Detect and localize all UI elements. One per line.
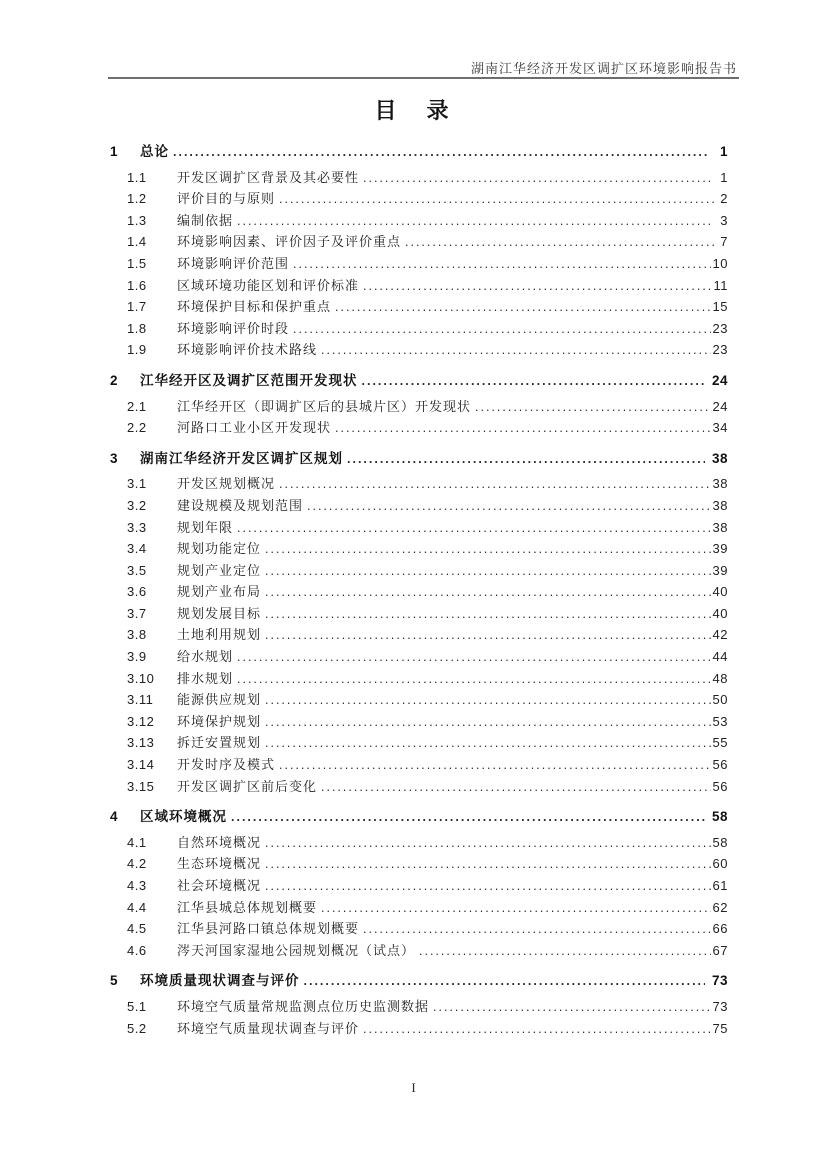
- toc-entry-title: 环境空气质量现状调查与评价: [177, 1020, 360, 1036]
- toc-entry-number: 5.2: [127, 1020, 147, 1036]
- toc-entry-number: 3.9: [127, 649, 147, 665]
- toc-entry-page: 53: [712, 713, 728, 729]
- toc-entry-page: 75: [712, 1020, 728, 1036]
- toc-dot-leader: [363, 1021, 711, 1038]
- toc-entry-number: 1.6: [127, 277, 147, 293]
- toc-entry-page: 73: [712, 998, 728, 1014]
- toc-dot-leader: [265, 878, 711, 895]
- toc-dot-leader: [363, 921, 711, 938]
- toc-entry-page: 66: [712, 921, 728, 937]
- toc-entry-page: 40: [712, 584, 728, 600]
- toc-entry-page: 67: [712, 942, 728, 958]
- toc-entry-number: 1: [110, 144, 119, 159]
- toc-entry-number: 4.6: [127, 942, 147, 958]
- toc-entry-number: 3.2: [127, 497, 147, 513]
- toc-section-entry: [110, 668, 728, 690]
- toc-dot-leader: [405, 234, 714, 251]
- toc-entry-title: 江华县河路口镇总体规划概要: [177, 921, 360, 937]
- toc-entry-title: 排水规划: [177, 670, 234, 686]
- toc-section-entry: [110, 417, 728, 439]
- toc-entry-page: 7: [720, 234, 728, 250]
- toc-dot-leader: [265, 563, 711, 580]
- toc-entry-page: 48: [712, 670, 728, 686]
- toc-entry-title: 环境质量现状调查与评价: [140, 973, 300, 989]
- toc-entry-number: 1.5: [127, 255, 147, 271]
- toc-section-entry: [110, 318, 728, 340]
- toc-entry-number: 1.4: [127, 234, 147, 250]
- toc-entry-title: 规划年限: [177, 519, 234, 535]
- toc-entry-page: 39: [712, 562, 728, 578]
- toc-section-entry: [110, 1018, 728, 1040]
- toc-entry-title: 社会环境概况: [177, 878, 262, 893]
- toc-section-entry: [110, 732, 728, 754]
- toc-section-entry: [110, 754, 728, 776]
- toc-entry-page: 24: [711, 372, 728, 388]
- toc-entry-number: 3.10: [127, 670, 155, 686]
- toc-section-entry: [110, 188, 728, 210]
- toc-dot-leader: [231, 809, 705, 826]
- toc-entry-page: 42: [712, 627, 728, 643]
- toc-section-entry: [110, 560, 728, 582]
- toc-dot-leader: [265, 627, 711, 644]
- toc-dot-leader: [335, 420, 711, 437]
- toc-entry-number: 2.1: [127, 398, 147, 414]
- toc-entry-page: 1: [720, 169, 728, 185]
- toc-entry-number: 3.4: [127, 541, 147, 557]
- toc-chapter-entry: [110, 369, 728, 391]
- toc-entry-number: 1.7: [127, 299, 147, 315]
- toc-entry-page: 62: [712, 899, 728, 915]
- toc-entry-number: 3.6: [127, 584, 147, 600]
- toc-entry-number: 4.1: [127, 834, 147, 850]
- toc-entry-title: 编制依据: [177, 212, 234, 228]
- toc-entry-title: 开发区调扩区前后变化: [177, 778, 318, 794]
- toc-entry-page: 58: [711, 809, 728, 825]
- toc-entry-title: 环境影响评价范围: [177, 255, 290, 271]
- toc-entry-page: 10: [712, 255, 728, 271]
- toc-section-entry: [110, 339, 728, 361]
- toc-entry-title: 开发区调扩区背景及其必要性: [177, 169, 360, 185]
- toc-entry-page: 2: [720, 191, 728, 207]
- toc-entry-number: 3.15: [127, 778, 155, 794]
- toc-section-entry: [110, 897, 728, 919]
- toc-entry-number: 4.5: [127, 921, 147, 937]
- toc-dot-leader: [293, 256, 711, 273]
- toc-entry-title: 土地利用规划: [177, 627, 262, 643]
- toc-entry-title: 开发区规划概况: [177, 476, 276, 492]
- toc-entry-number: 5: [110, 973, 119, 989]
- toc-entry-number: 3: [110, 450, 119, 466]
- toc-dot-leader: [265, 541, 711, 558]
- toc-entry-number: 2: [110, 372, 119, 388]
- toc-section-entry: [110, 875, 728, 897]
- toc-dot-leader: [173, 144, 709, 161]
- toc-entry-page: 38: [712, 519, 728, 535]
- toc-entry-page: 60: [712, 856, 728, 872]
- toc-dot-leader: [419, 943, 711, 960]
- toc-entry-number: 3.14: [127, 757, 155, 773]
- toc-section-entry: [110, 624, 728, 646]
- toc-entry-number: 3.7: [127, 605, 147, 621]
- toc-section-entry: [110, 581, 728, 603]
- page-title: 目 录: [374, 98, 453, 123]
- toc-dot-leader: [265, 692, 711, 709]
- toc-entry-page: 38: [712, 476, 728, 492]
- toc-entry-title: 规划产业定位: [177, 562, 262, 578]
- toc-entry-page: 73: [711, 973, 728, 989]
- toc-dot-leader: [363, 170, 714, 187]
- toc-entry-title: 规划产业布局: [177, 584, 262, 600]
- toc-section-entry: [110, 253, 728, 275]
- toc-dot-leader: [304, 973, 705, 990]
- footer-page-number: I: [411, 1080, 416, 1095]
- toc-section-entry: [110, 996, 728, 1018]
- toc-dot-leader: [279, 191, 714, 208]
- toc-entry-page: 1: [719, 144, 728, 159]
- toc-section-entry: [110, 776, 728, 798]
- toc-section-entry: [110, 940, 728, 962]
- toc-entry-title: 环境影响因素、评价因子及评价重点: [177, 234, 402, 250]
- toc-dot-leader: [237, 520, 711, 537]
- toc-entry-title: 环境保护目标和保护重点: [177, 299, 332, 315]
- toc-entry-number: 1.2: [127, 191, 147, 207]
- toc-entry-title: 湖南江华经济开发区调扩区规划: [140, 450, 343, 466]
- toc-dot-leader: [237, 649, 711, 666]
- toc-section-entry: [110, 231, 728, 253]
- toc-section-entry: [110, 473, 728, 495]
- toc-dot-leader: [265, 714, 711, 731]
- toc-entry-number: 5.1: [127, 998, 147, 1014]
- toc-dot-leader: [265, 835, 711, 852]
- toc-entry-page: 50: [712, 692, 728, 708]
- toc-entry-page: 58: [712, 834, 728, 850]
- toc-entry-page: 15: [712, 299, 728, 315]
- toc-section-entry: [110, 853, 728, 875]
- toc-entry-number: 1.8: [127, 320, 147, 336]
- toc-entry-page: 56: [712, 778, 728, 794]
- toc-dot-leader: [279, 757, 711, 774]
- toc-entry-number: 1.1: [127, 169, 147, 185]
- toc-section-entry: [110, 396, 728, 418]
- toc-entry-title: 江华经开区（即调扩区后的县城片区）开发现状: [177, 398, 472, 414]
- toc-entry-number: 3.5: [127, 562, 147, 578]
- toc-section-entry: [110, 275, 728, 297]
- toc-entry-title: 生态环境概况: [177, 856, 262, 872]
- toc-entry-page: 23: [712, 342, 728, 358]
- toc-dot-leader: [237, 213, 714, 230]
- toc-entry-title: 环境空气质量常规监测点位历史监测数据: [177, 998, 430, 1014]
- toc-entry-title: 规划发展目标: [177, 605, 262, 621]
- toc-entry-number: 4.3: [127, 878, 147, 893]
- toc-entry-page: 24: [712, 398, 728, 414]
- toc-dot-leader: [265, 735, 711, 752]
- toc-entry-title: 总论: [140, 144, 169, 159]
- toc-entry-number: 3.3: [127, 519, 147, 535]
- header-rule: [108, 77, 739, 79]
- toc-entry-number: 3.13: [127, 735, 155, 751]
- toc-dot-leader: [321, 779, 711, 796]
- toc-dot-leader: [335, 299, 711, 316]
- toc-entry-title: 开发时序及模式: [177, 757, 276, 773]
- toc-entry-page: 61: [712, 878, 728, 893]
- toc-dot-leader: [279, 476, 711, 493]
- toc-dot-leader: [433, 999, 711, 1016]
- running-header: 湖南江华经济开发区调扩区环境影响报告书: [470, 61, 737, 76]
- toc-entry-number: 2.2: [127, 420, 147, 436]
- toc-chapter-entry: [110, 447, 728, 469]
- toc-entry-title: 规划功能定位: [177, 541, 262, 557]
- toc-chapter-entry: [110, 969, 728, 991]
- toc-entry-title: 给水规划: [177, 649, 234, 665]
- toc-section-entry: [110, 918, 728, 940]
- toc-section-entry: [110, 296, 728, 318]
- toc-dot-leader: [321, 342, 711, 359]
- toc-section-entry: [110, 646, 728, 668]
- toc-dot-leader: [265, 606, 711, 623]
- toc-section-entry: [110, 167, 728, 189]
- toc-entry-number: 4.4: [127, 899, 147, 915]
- toc-entry-title: 区域环境功能区划和评价标准: [177, 277, 360, 293]
- toc-dot-leader: [265, 856, 711, 873]
- toc-dot-leader: [321, 900, 711, 917]
- toc-section-entry: [110, 689, 728, 711]
- toc-dot-leader: [475, 399, 711, 416]
- toc-entry-page: 38: [712, 497, 728, 513]
- toc-entry-page: 55: [712, 735, 728, 751]
- toc-section-entry: [110, 210, 728, 232]
- toc-entry-title: 涔天河国家湿地公园规划概况（试点）: [177, 942, 416, 958]
- toc-dot-leader: [362, 373, 705, 390]
- toc-entry-number: 3.8: [127, 627, 147, 643]
- toc-entry-title: 区域环境概况: [140, 809, 227, 825]
- toc-dot-leader: [237, 671, 711, 688]
- toc-dot-leader: [347, 451, 705, 468]
- toc-section-entry: [110, 603, 728, 625]
- toc-entry-number: 4.2: [127, 856, 147, 872]
- toc-entry-page: 40: [712, 605, 728, 621]
- toc-section-entry: [110, 517, 728, 539]
- toc-entry-title: 建设规模及规划范围: [177, 497, 304, 513]
- toc-entry-number: 3.12: [127, 713, 155, 729]
- toc-section-entry: [110, 711, 728, 733]
- toc-entry-page: 11: [713, 277, 728, 293]
- toc-entry-title: 拆迁安置规划: [177, 735, 262, 751]
- toc-entry-number: 3.11: [127, 692, 154, 708]
- toc-entry-title: 环境影响评价技术路线: [177, 342, 318, 358]
- toc-entry-number: 1.3: [127, 212, 147, 228]
- toc-dot-leader: [363, 278, 711, 295]
- toc-entry-number: 3.1: [127, 476, 147, 492]
- toc-entry-page: 3: [720, 212, 728, 228]
- toc-entry-title: 环境影响评价时段: [177, 320, 290, 336]
- toc-entry-page: 23: [712, 320, 728, 336]
- toc-entry-title: 江华县城总体规划概要: [177, 899, 318, 915]
- toc-section-entry: [110, 832, 728, 854]
- toc-section-entry: [110, 538, 728, 560]
- toc-entry-page: 38: [711, 450, 728, 466]
- toc-entry-title: 评价目的与原则: [177, 191, 276, 207]
- toc-section-entry: [110, 495, 728, 517]
- toc-entry-page: 34: [712, 420, 728, 436]
- toc-entry-title: 自然环境概况: [177, 834, 262, 850]
- toc-entry-title: 河路口工业小区开发现状: [177, 420, 332, 436]
- toc-dot-leader: [265, 584, 711, 601]
- toc-dot-leader: [293, 321, 711, 338]
- toc-chapter-entry: [110, 805, 728, 827]
- toc-dot-leader: [307, 498, 711, 515]
- toc-entry-page: 39: [712, 541, 728, 557]
- toc-entry-number: 4: [110, 809, 119, 825]
- toc-entry-page: 56: [712, 757, 728, 773]
- toc-chapter-entry: [110, 140, 728, 162]
- toc-entry-title: 能源供应规划: [177, 692, 262, 708]
- toc-entry-title: 环境保护规划: [177, 713, 262, 729]
- toc-entry-page: 44: [712, 649, 728, 665]
- toc-list: [110, 132, 728, 1039]
- toc-entry-number: 1.9: [127, 342, 147, 358]
- toc-entry-title: 江华经开区及调扩区范围开发现状: [140, 372, 358, 388]
